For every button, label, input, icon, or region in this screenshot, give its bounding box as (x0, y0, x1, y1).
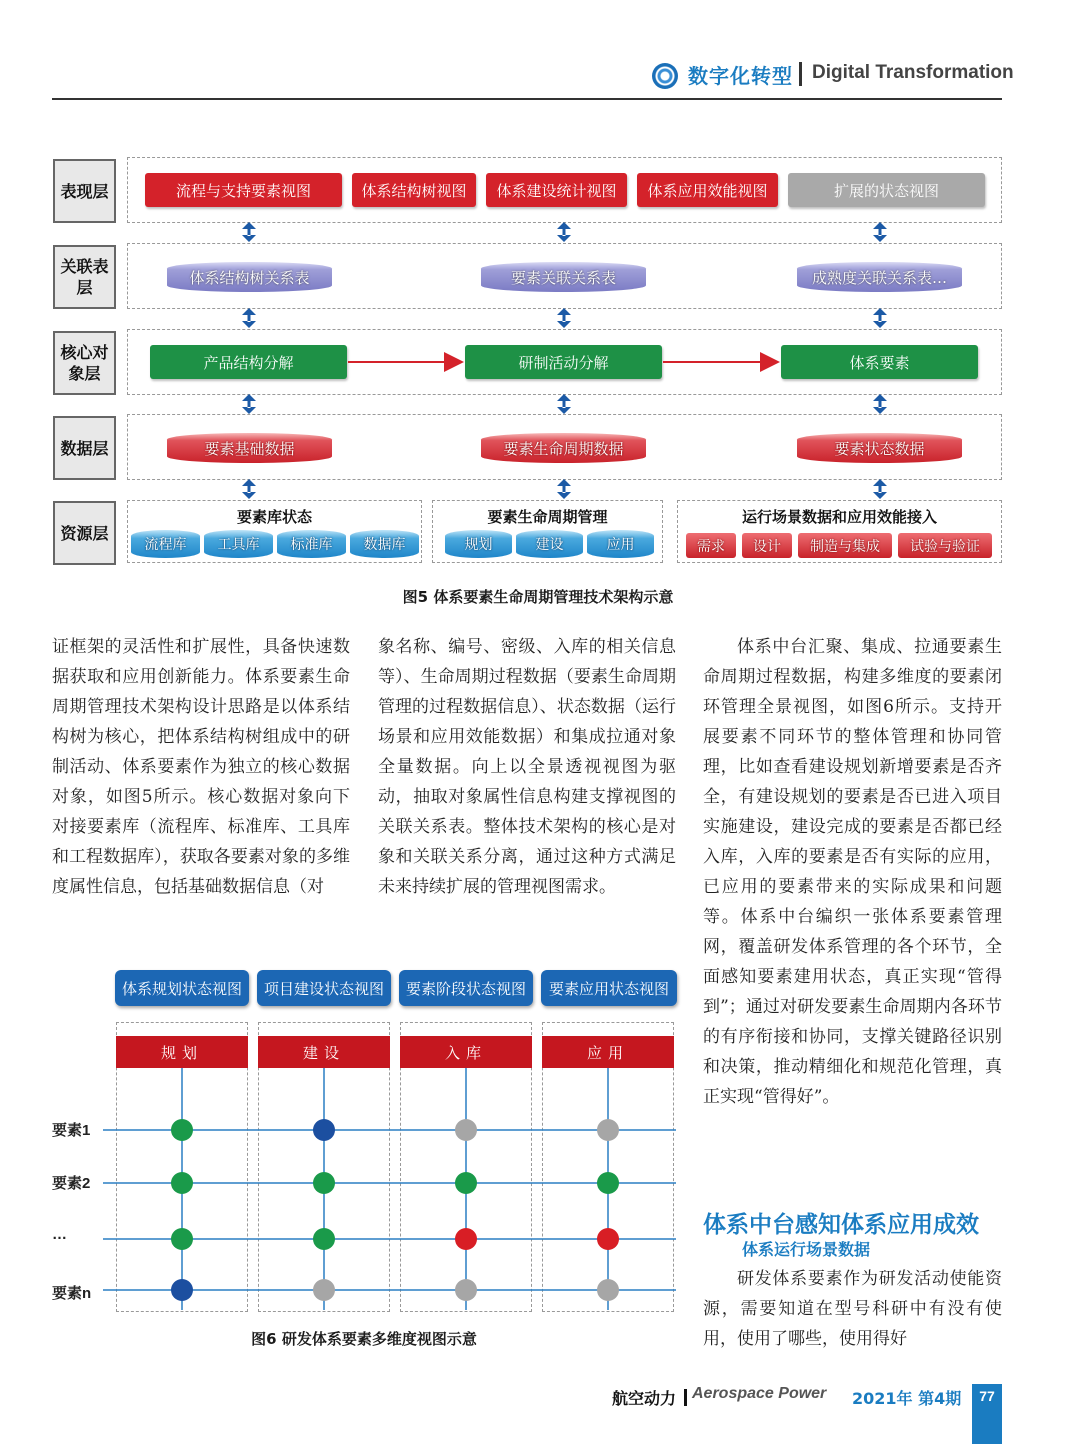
resource-item: 设计 (742, 533, 792, 558)
view-process-support: 流程与支持要素视图 (145, 173, 342, 207)
header-title-en: Digital Transformation (812, 62, 1014, 83)
body-column-3-continued (703, 1264, 1002, 1354)
data-element-base: 要素基础数据 (167, 433, 332, 463)
core-activity-breakdown: 研制活动分解 (465, 345, 662, 379)
double-arrow-icon (242, 308, 256, 328)
stage-header-plan: 规划 (116, 1036, 248, 1068)
row-label: 要素n (52, 1285, 92, 1302)
section-title: 体系中台感知体系应用成效 (703, 1212, 979, 1238)
resource-item: 应用 (587, 530, 654, 558)
double-arrow-icon (873, 222, 887, 242)
state-dot-green (171, 1228, 193, 1250)
core-product-breakdown: 产品结构分解 (150, 345, 347, 379)
state-dot-green (313, 1228, 335, 1250)
footer-issue: 2021年 第4期 (852, 1389, 962, 1408)
state-dot-grey (597, 1119, 619, 1141)
resource-item: 制造与集成 (798, 533, 892, 558)
view-structure-tree: 体系结构树视图 (352, 173, 476, 207)
resource-item: 规划 (445, 530, 512, 558)
state-dot-red (597, 1228, 619, 1250)
resource-item: 工具库 (204, 530, 273, 558)
paragraph: 证框架的灵活性和扩展性，具备快速数据获取和应用创新能力。体系要素生命周期管理技术架构设计思路是以体系结构树为核心，把体系结构树组成中的研制活动、体系要素作为独立的核心数据对象，如图5所示。核心数据对象向下对接要素库（流程库、标准库、工具库和工程数据库），获取各要素对象的多维度属性信息，包括基础数据信息（对 (52, 637, 350, 897)
resource-item: 标准库 (277, 530, 346, 558)
resource-item: 需求 (686, 533, 736, 558)
double-arrow-icon (242, 479, 256, 499)
body-column-1 (52, 632, 350, 902)
view-build-stats: 体系建设统计视图 (486, 173, 627, 207)
row-label: 要素1 (52, 1122, 91, 1139)
row-label: … (52, 1226, 67, 1243)
view-app-efficiency: 体系应用效能视图 (637, 173, 778, 207)
resource-item: 建设 (516, 530, 583, 558)
data-element-lifecycle: 要素生命周期数据 (481, 433, 646, 463)
view-element-stage-state: 要素阶段状态视图 (399, 970, 533, 1006)
layer-label-data: 数据层 (53, 416, 116, 480)
body-column-2 (378, 632, 676, 902)
view-planning-state: 体系规划状态视图 (115, 970, 249, 1006)
resource-item: 数据库 (350, 530, 419, 558)
page-number: 77 (972, 1384, 1002, 1444)
section-subtitle: 体系运行场景数据 (742, 1240, 871, 1259)
layer-label-core: 核心对象层 (53, 331, 116, 395)
double-arrow-icon (873, 479, 887, 499)
resource-item: 试验与验证 (898, 533, 992, 558)
paragraph: 体系中台汇聚、集成、拉通要素生命周期过程数据，构建多维度的要素闭环管理全景视图，如图6所示。支持开展要素不同环节的整体管理和协同管理，比如查看建设规划新增要素是否齐全，有建设规划的要素是否已进入项目实施建设，建设完成的要素是否都已经入库，入库的要素是否有实际的应用，已应用的要素带来的实际成果和问题等。体系中台编织一张体系要素管理网，覆盖研发体系管理的各个环节，全面感知要素建用状态，真正实现“管得到”；通过对研发要素生命周期内各环节的有序衔接和协同，支撑关键路径识别和决策，推动精细化和规范化管理，真正实现“管得好”。 (703, 637, 1002, 1107)
figure-5-caption: 图5 体系要素生命周期管理技术架构示意 (402, 588, 674, 606)
view-project-build-state: 项目建设状态视图 (257, 970, 391, 1006)
figure-5-connectors (0, 0, 1076, 600)
view-extended-state: 扩展的状态视图 (788, 173, 985, 207)
double-arrow-icon (242, 222, 256, 242)
resource-group-title: 要素库状态 (236, 508, 312, 526)
double-arrow-icon (242, 394, 256, 414)
footer-journal-cn: 航空动力 (612, 1389, 677, 1408)
state-dot-green (597, 1172, 619, 1194)
state-dot-grey (597, 1279, 619, 1301)
core-system-element: 体系要素 (781, 345, 978, 379)
paragraph: 象名称、编号、密级、入库的相关信息等）、生命周期过程数据（要素生命周期管理的过程数据信息）、状态数据（运行场景和应用效能数据）和集成拉通对象全量数据。向上以全景透视视图为驱动，抽取对象属性信息构建支撑视图的关联关系表。整体技术架构的核心是对象和关联关系分离，通过这种方式满足未来持续扩展的管理视图需求。 (378, 637, 676, 897)
state-dot-green (313, 1172, 335, 1194)
layer-label-resource: 资源层 (53, 501, 116, 565)
footer-divider (684, 1389, 687, 1406)
figure-6-caption: 图6 研发体系要素多维度视图示意 (251, 1330, 477, 1348)
stage-header-apply: 应用 (542, 1036, 674, 1068)
double-arrow-icon (557, 479, 571, 499)
data-element-state: 要素状态数据 (797, 433, 962, 463)
state-dot-grey (455, 1119, 477, 1141)
state-dot-red (455, 1228, 477, 1250)
resource-item: 流程库 (131, 530, 200, 558)
double-arrow-icon (557, 222, 571, 242)
state-dot-grey (313, 1279, 335, 1301)
state-dot-green (455, 1172, 477, 1194)
state-dot-blue (313, 1119, 335, 1141)
relation-table-maturity: 成熟度关联关系表… (797, 262, 962, 292)
state-dot-green (171, 1119, 193, 1141)
resource-group-title: 运行场景数据和应用效能接入 (741, 508, 937, 526)
stage-header-library: 入库 (400, 1036, 532, 1068)
layer-label-relation: 关联表层 (53, 245, 116, 309)
header-title-cn: 数字化转型 (688, 64, 793, 88)
stage-header-build: 建设 (258, 1036, 390, 1068)
double-arrow-icon (557, 308, 571, 328)
relation-table-structure-tree: 体系结构树关系表 (167, 262, 332, 292)
footer-journal-en: Aerospace Power (692, 1385, 827, 1402)
state-dot-grey (455, 1279, 477, 1301)
body-column-3 (703, 632, 1002, 1112)
double-arrow-icon (873, 394, 887, 414)
resource-group-title: 要素生命周期管理 (487, 508, 608, 526)
figure-6-matrix (0, 1060, 700, 1310)
paragraph: 研发体系要素作为研发活动使能资源，需要知道在型号科研中有没有使用，使用了哪些，使用得好 (703, 1269, 1002, 1349)
state-dot-green (171, 1172, 193, 1194)
view-element-app-state: 要素应用状态视图 (541, 970, 677, 1006)
layer-label-presentation: 表现层 (53, 159, 116, 223)
state-dot-blue (171, 1279, 193, 1301)
relation-table-element: 要素关联关系表 (481, 262, 646, 292)
double-arrow-icon (557, 394, 571, 414)
double-arrow-icon (873, 308, 887, 328)
row-label: 要素2 (52, 1175, 91, 1192)
